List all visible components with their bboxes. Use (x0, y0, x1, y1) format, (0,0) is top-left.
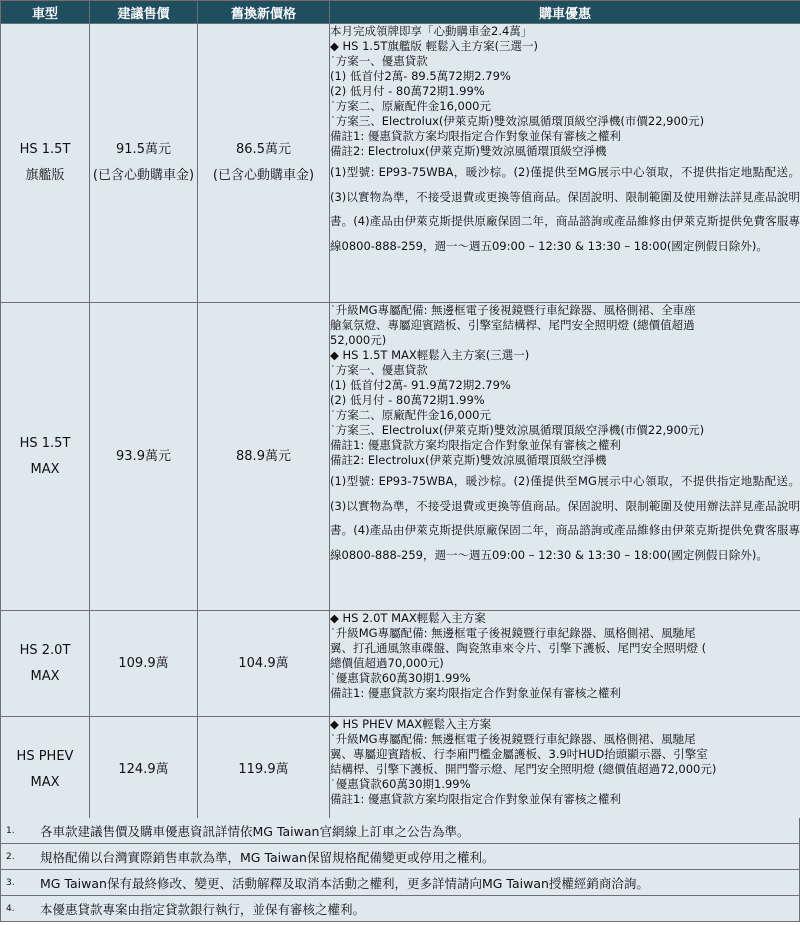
offer-line: (1) 低首付2萬- 89.5萬72期2.79% (330, 69, 511, 83)
offer-line: 備註1: 優惠貸款方案均限指定合作對象並保有審核之權利 (330, 686, 621, 700)
footnotes (0, 818, 800, 922)
tradein-cell-line: 86.5萬元 (236, 142, 291, 157)
msrp-cell (90, 611, 198, 717)
table-row (1, 24, 800, 303)
footnote-text: 規格配備以台灣實際銷售車款為準，MG Taiwan保留規格配備變更或停用之權利。 (40, 849, 495, 865)
model-cell (1, 303, 90, 611)
msrp-cell-line: 91.5萬元 (116, 142, 171, 157)
offer-line: ◆ HS PHEV MAX輕鬆入主方案 (330, 717, 492, 731)
header-model: 車型 (1, 1, 90, 24)
footnote-item (0, 896, 800, 922)
offer-gift-details: (1)型號: EP93-75WBA，暖沙棕。(2)僅提供至MG展示中心領取，不提供指定地點配送。(3)以實物為準，不接受退費或更換等值商品。保固說明、限制範圍及使用辦法詳見產品說明書。(4)產品由伊萊克斯提供原廠保固二年，商品諮詢或產品維修由伊萊克斯提供免費客服專線0800-888-259，週一～週五09:00 – 12:30 & 13:30 – 18:00(國定例假日除外)。 (330, 474, 800, 562)
footnote-number: 3. (6, 877, 15, 888)
model-cell-line: MAX (30, 461, 60, 477)
msrp-cell-line: 124.9萬 (118, 762, 169, 777)
table-header-row (1, 1, 800, 24)
offer-line: ˙優惠貸款60萬30期1.99% (330, 671, 471, 685)
offer-line: 結構桿、引擎下護板、開門警示燈、尾門安全照明燈 (總價值超過72,000元) (330, 762, 717, 776)
offer-gift-details: (1)型號: EP93-75WBA，暖沙棕。(2)僅提供至MG展示中心領取，不提供指定地點配送。(3)以實物為準，不接受退費或更換等值商品。保固說明、限制範圍及使用辦法詳見產品說明書。(4)產品由伊萊克斯提供原廠保固二年，商品諮詢或產品維修由伊萊克斯提供免費客服專線0800-888-259，週一～週五09:00 – 12:30 & 13:30 – 18:00(國定例假日除外)。 (330, 165, 800, 253)
header-tradein: 舊換新價格 (198, 1, 330, 24)
offer-line: 翼、專屬迎賓踏板、行李廂門檻金屬護板、3.9吋HUD抬頭顯示器、引擎室 (330, 747, 708, 761)
footnote-item (0, 844, 800, 870)
offer-line: 翼、打孔通風煞車碟盤、陶瓷煞車來令片、引擎下護板、尾門安全照明燈 ( (330, 641, 707, 655)
offer-line: ˙升級MG專屬配備: 無邊框電子後視鏡暨行車紀錄器、風格側裙、全車座 (330, 303, 696, 317)
header-offer: 購車優惠 (330, 1, 800, 24)
msrp-cell (90, 303, 198, 611)
table-row (1, 611, 800, 717)
footnote-text: MG Taiwan保有最終修改、變更、活動解釋及取消本活動之權利，更多詳情請向MG Taiwan授權經銷商洽詢。 (40, 875, 649, 891)
model-cell (1, 611, 90, 717)
offer-line: ˙升級MG專屬配備: 無邊框電子後視鏡暨行車紀錄器、風格側裙、風馳尾 (330, 732, 696, 746)
footnote-item (0, 870, 800, 896)
model-cell-line: 旗艦版 (25, 168, 65, 183)
offer-cell (330, 24, 800, 303)
offer-line: 總價值超過70,000元) (330, 656, 444, 670)
offer-line: (2) 低月付 - 80萬72期1.99% (330, 393, 485, 407)
offer-line: 本月完成領牌即享「心動購車金2.4萬」 (330, 24, 533, 38)
offer-line: ◆ HS 2.0T MAX輕鬆入主方案 (330, 611, 486, 625)
tradein-cell (198, 611, 330, 717)
offer-line: ˙方案一、優惠貸款 (330, 363, 428, 377)
offer-line: ◆ HS 1.5T旗艦版 輕鬆入主方案(三選一) (330, 39, 539, 53)
footnote-number: 4. (6, 903, 15, 914)
header-msrp: 建議售價 (90, 1, 198, 24)
footnote-text: 本優惠貸款專案由指定貸款銀行執行，並保有審核之權利。 (40, 901, 366, 917)
model-cell-line: MAX (30, 668, 60, 684)
offer-line: (2) 低月付 - 80萬72期1.99% (330, 84, 485, 98)
offer-line: 備註1: 優惠貸款方案均限指定合作對象並保有審核之權利 (330, 792, 621, 806)
msrp-cell (90, 717, 198, 824)
table-row (1, 717, 800, 824)
tradein-cell-line: 88.9萬元 (236, 448, 291, 464)
model-cell-line: HS 1.5T (19, 435, 71, 451)
offer-line: 艙氣氛燈、專屬迎賓踏板、引擎室結構桿、尾門安全照明燈 (總價值超過 (330, 318, 695, 332)
footnote-text: 各車款建議售價及購車優惠資訊詳情依MG Taiwan官網線上訂車之公告為準。 (40, 823, 470, 839)
offer-line: (1) 低首付2萬- 91.9萬72期2.79% (330, 378, 511, 392)
msrp-cell-line: 109.9萬 (118, 655, 169, 671)
model-cell-line: MAX (30, 775, 60, 790)
offer-line: ˙方案一、優惠貸款 (330, 54, 428, 68)
offer-line: ˙方案二、原廠配件金16,000元 (330, 99, 491, 113)
offer-line: 備註1: 優惠貸款方案均限指定合作對象並保有審核之權利 (330, 129, 621, 143)
model-cell-line: HS 2.0T (19, 642, 71, 658)
model-cell (1, 717, 90, 824)
tradein-cell-line: 104.9萬 (238, 655, 289, 671)
tradein-cell (198, 303, 330, 611)
offer-line: 備註1: 優惠貸款方案均限指定合作對象並保有審核之權利 (330, 438, 621, 452)
tradein-cell (198, 717, 330, 824)
model-cell (1, 24, 90, 303)
table-row (1, 303, 800, 611)
offer-line: 備註2: Electrolux(伊萊克斯)雙效涼風循環頂級空淨機 (330, 453, 607, 467)
model-cell-line: HS PHEV (16, 749, 74, 764)
tradein-cell-line: (已含心動購車金) (212, 168, 315, 183)
offer-line: 備註2: Electrolux(伊萊克斯)雙效涼風循環頂級空淨機 (330, 144, 607, 158)
offer-line: ˙方案二、原廠配件金16,000元 (330, 408, 491, 422)
offer-line: ˙升級MG專屬配備: 無邊框電子後視鏡暨行車紀錄器、風格側裙、風馳尾 (330, 626, 696, 640)
msrp-cell (90, 24, 198, 303)
footnote-item (0, 818, 800, 844)
offer-cell (330, 717, 800, 824)
model-cell-line: HS 1.5T (19, 142, 71, 157)
offer-line: ˙方案三、Electrolux(伊萊克斯)雙效涼風循環頂級空淨機(市價22,900元) (330, 114, 705, 128)
offer-line: ˙優惠貸款60萬30期1.99% (330, 777, 471, 791)
footnote-number: 1. (6, 825, 15, 836)
footnote-number: 2. (6, 851, 15, 862)
tradein-cell-line: 119.9萬 (238, 762, 289, 777)
offer-line: 52,000元) (330, 333, 387, 347)
tradein-cell (198, 24, 330, 303)
offer-line: ˙方案三、Electrolux(伊萊克斯)雙效涼風循環頂級空淨機(市價22,900元) (330, 423, 705, 437)
offer-cell (330, 611, 800, 717)
msrp-cell-line: 93.9萬元 (116, 448, 171, 464)
offer-line: ◆ HS 1.5T MAX輕鬆入主方案(三選一) (330, 348, 530, 362)
msrp-cell-line: (已含心動購車金) (92, 168, 195, 183)
offer-cell (330, 303, 800, 611)
